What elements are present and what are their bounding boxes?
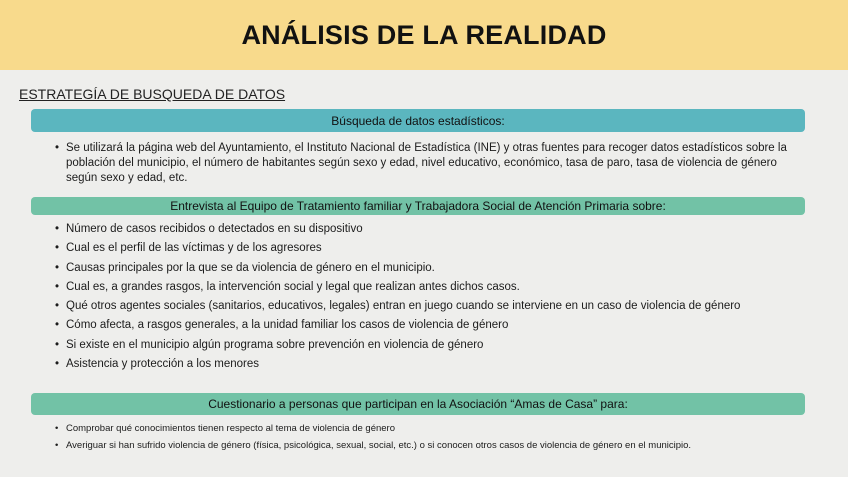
page-title: ANÁLISIS DE LA REALIDAD [241, 19, 607, 50]
band-busqueda-datos [31, 109, 805, 132]
list-item: • Si existe en el municipio algún programa sobre prevención en violencia de género [55, 338, 795, 354]
list-item: • Comprobar qué conocimientos tienen respecto al tema de violencia de género [55, 422, 795, 435]
list-item: • Cual es, a grandes rasgos, la intervención social y legal que realizan antes dichos casos. [55, 280, 795, 296]
list-item: • Qué otros agentes sociales (sanitarios, educativos, legales) entran en juego cuando se interviene en un caso de violencia de género [55, 299, 795, 315]
list-item: • Cómo afecta, a rasgos generales, a la unidad familiar los casos de violencia de género [55, 318, 795, 334]
list-item: • Averiguar si han sufrido violencia de género (física, psicológica, sexual, social, etc.) o si conocen otros casos de violencia de género en el municipio. [55, 439, 795, 452]
band-cuestionario [31, 393, 805, 415]
list-item: • Causas principales por la que se da violencia de género en el municipio. [55, 261, 795, 277]
cuestionario-list [55, 422, 795, 456]
band-label: Búsqueda de datos estadísticos: [331, 113, 505, 128]
band-entrevista [31, 197, 805, 215]
busqueda-datos-list [55, 141, 795, 186]
list-item: • Asistencia y protección a los menores [55, 357, 795, 373]
entrevista-list [55, 222, 795, 376]
band-label: Entrevista al Equipo de Tratamiento familiar y Trabajadora Social de Atención Primaria sobre: [170, 199, 666, 213]
title-banner [0, 0, 848, 70]
list-item: • Cual es el perfil de las víctimas y de los agresores [55, 241, 795, 257]
list-item: • Número de casos recibidos o detectados en su dispositivo [55, 222, 795, 238]
section-heading: ESTRATEGÍA DE BUSQUEDA DE DATOS [19, 86, 286, 102]
list-item: • Se utilizará la página web del Ayuntamiento, el Instituto Nacional de Estadística (INE) y otras fuentes para recoger datos estadísticos sobre la población del municipio, el número de habitantes según sexo y edad, nivel educativo, económico, tasa de paro, tasa de violencia de género según sexo y edad, etc. [55, 141, 795, 186]
band-label: Cuestionario a personas que participan en la Asociación “Amas de Casa” para: [208, 397, 628, 411]
